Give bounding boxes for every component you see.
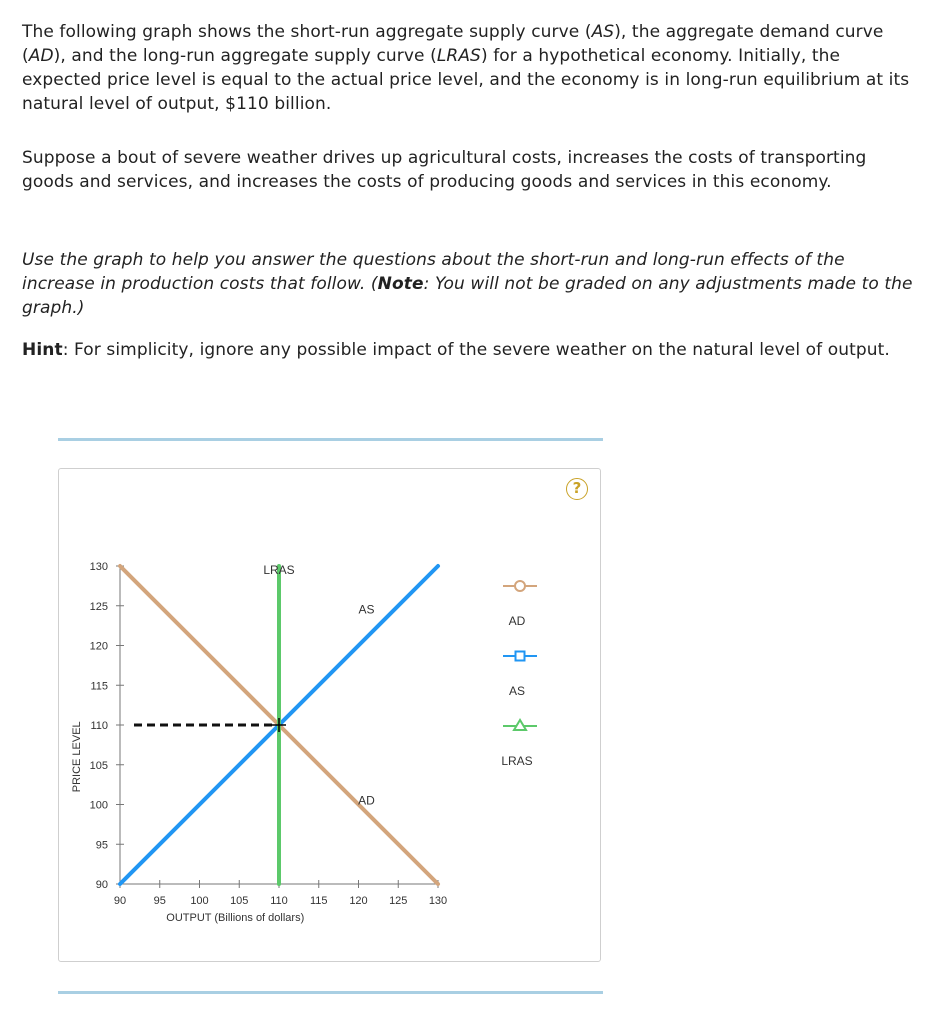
curve-label-ad: AD <box>358 793 375 808</box>
x-tick-label: 105 <box>230 895 249 907</box>
help-icon[interactable]: ? <box>566 478 588 500</box>
legend-as-label: AS <box>508 684 526 698</box>
legend-lras-label: LRAS <box>501 754 533 768</box>
y-tick-label: 105 <box>89 759 108 772</box>
x-tick-label: 110 <box>270 895 288 907</box>
y-tick-label: 120 <box>89 640 108 653</box>
x-tick-label: 90 <box>113 895 127 907</box>
x-tick-label: 115 <box>309 895 328 907</box>
x-axis-title: OUTPUT (Billions of dollars) <box>166 912 305 924</box>
y-tick-label: 130 <box>89 561 108 573</box>
x-tick-label: 130 <box>428 895 448 907</box>
bottom-divider <box>58 991 603 994</box>
scenario-paragraph: Suppose a bout of severe weather drives up agricultural costs, increases the costs of transporting goods and services, and increases the costs of producing goods and services in this economy. <box>22 148 867 192</box>
x-tick-label: 125 <box>389 895 408 907</box>
curve-label-lras: LRAS <box>263 562 295 577</box>
x-tick-label: 100 <box>190 895 209 907</box>
y-tick-label: 90 <box>95 879 108 891</box>
legend-ad-circle-marker <box>515 581 525 591</box>
legend-ad-label: AD <box>508 614 526 628</box>
curve-label-as: AS <box>358 602 375 617</box>
y-tick-label: 110 <box>90 720 108 732</box>
instructions-paragraph: Use the graph to help you answer the questions about the short-run and long-run effects of the increase in production costs that follow. (Note: You will not be graded on any adjustments made to the graph.) <box>22 250 913 318</box>
x-tick-label: 120 <box>349 895 368 907</box>
y-tick-label: 95 <box>95 839 108 852</box>
x-tick-label: 95 <box>153 895 166 907</box>
y-tick-label: 115 <box>90 680 108 693</box>
intro-paragraph: The following graph shows the short-run aggregate supply curve (AS), the aggregate demand curve (AD), and the long-run aggregate supply curve (LRAS) for a hypothetical economy. Initially, the expected price level is equal to the actual price level, and the economy is in long-run equilibrium at its natural level of output, $110 billion. <box>22 22 910 114</box>
hint-paragraph: Hint: For simplicity, ignore any possible impact of the severe weather on the natural level of output. <box>22 340 890 360</box>
y-tick-label: 100 <box>89 799 108 812</box>
y-axis-title: PRICE LEVEL <box>71 721 83 793</box>
legend-as-square-marker <box>516 652 525 661</box>
y-tick-label: 125 <box>89 600 108 613</box>
